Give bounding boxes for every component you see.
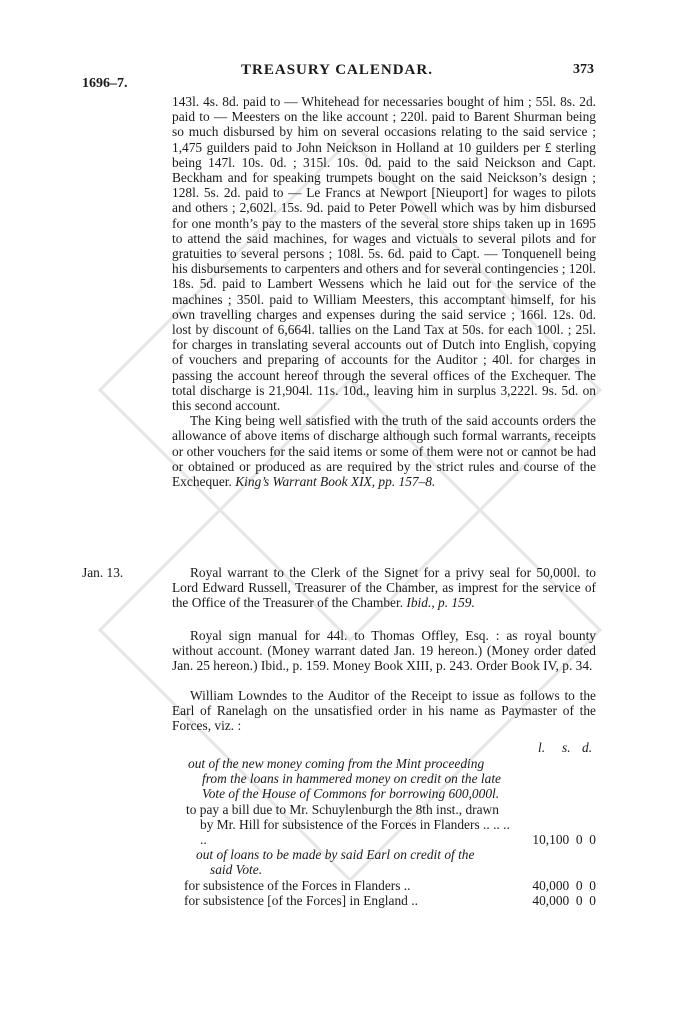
col-shillings: s.: [562, 740, 571, 755]
running-head: [0, 62, 674, 91]
page-title: TREASURY CALENDAR.: [241, 62, 433, 78]
year-label: 1696–7.: [82, 76, 128, 91]
table-row: [172, 893, 596, 908]
col-pence: d.: [582, 740, 593, 755]
condition-row: [172, 756, 596, 802]
condition-text: out of the new money coming from the Mint proceeding from the loans in hammered money on credit on the late Vote of the House of Commons for borrowing 600,000l.: [188, 756, 501, 802]
king-reference: King’s Warrant Book XIX, pp. 157–8.: [235, 474, 436, 490]
king-paragraph: [172, 413, 596, 489]
entry-lowndes: [172, 688, 596, 734]
table-row: [172, 878, 596, 893]
king-paragraph-text: The King being well satisfied with the truth of the said accounts orders the allowance of above items of discharge although such formal warrants, receipts or other vouchers for the said items or some of them were not or cannot be had or obtained or produced as are required by the strict rules and course of the Exchequer.: [172, 413, 596, 490]
entry-sign-manual: [172, 628, 596, 674]
condition-text: out of loans to be made by said Earl on credit of the said Vote.: [196, 847, 475, 878]
condition-row: [172, 847, 596, 877]
entry-date: Jan. 13.: [82, 565, 124, 580]
row-description: for subsistence [of the Forces] in England: [184, 892, 408, 908]
row-description: to pay a bill due to Mr. Schuylenburgh the 8th inst., drawn by Mr. Hill for subsistence of the Forces in Flanders: [186, 801, 499, 832]
table-row: [172, 802, 596, 848]
row-leader-dots: ..: [407, 892, 418, 908]
row-leader-dots: .. .. .. ..: [200, 816, 510, 848]
row-description: for subsistence of the Forces in Flanders: [184, 877, 401, 893]
entry-warrant-text: Royal warrant to the Clerk of the Signet for a privy seal for 50,000l. to Lord Edward Russell, Treasurer of the Chamber, as imprest for the service of the Office of the Treasurer of the Chamber.: [172, 565, 596, 611]
row-value: 40,000 0 0: [532, 877, 596, 893]
amounts-table: [172, 740, 596, 908]
entry-warrant-ref: Ibid., p. 159.: [406, 595, 475, 611]
row-value: 40,000 0 0: [532, 892, 596, 908]
entry-lowndes-text: William Lowndes to the Auditor of the Receipt to issue as follows to the Earl of Ranelagh on the unsatisfied order in his name as Paymaster of the Forces, viz. :: [172, 688, 596, 734]
continuation-block: [172, 94, 596, 489]
row-value: 10,100 0 0: [532, 832, 596, 848]
col-pounds: l.: [538, 740, 546, 755]
page-number: 373: [573, 62, 594, 77]
entry-sign-manual-text: Royal sign manual for 44l. to Thomas Offley, Esq. : as royal bounty without account. (Money warrant dated Jan. 19 hereon.) (Money order dated Jan. 25 hereon.) Ibid., p. 159. Money Book XIII, p. 243. Order Book IV, p. 34.: [172, 628, 596, 674]
continuation-paragraph: 143l. 4s. 8d. paid to — Whitehead for necessaries bought of him ; 55l. 8s. 2d. paid to — Meesters on the like account ; 220l. paid to Barent Shurman being so much disbursed by him on several occasions relating to the said service ; 1,475 guilders paid to John Neickson in Holland at 10 guilders per £ sterling being 147l. 10s. 0d. ; 315l. 10s. 0d. paid to the said Neickson and Capt. Beckham and for speaking trumpets bought on the said Neickson’s design ; 128l. 5s. 2d. paid to — Le Francs at Newport [Nieuport] for wages to pilots and others ; 2,602l. 15s. 9d. paid to Peter Powell which was by him disbursed for one month’s pay to the masters of the several store ships taken up in 1695 to attend the said machines, for wages and victuals to several pilots and for gratuities to several persons ; 108l. 5s. 6d. paid to Capt. — Tonquenell being his disbursements to carpenters and others and for several contingencies ; 120l. 18s. 5d. paid to Lambert Wessens which he laid out for the service of the machines ; 350l. paid to William Meesters, this accomptant himself, for his own travelling charges and expenses during the said service ; 166l. 12s. 0d. lost by discount of 6,664l. tallies on the Land Tax at 50s. for each 100l. ; 25l. for charges in translating several accounts out of Dutch into English, copying of vouchers and preparing of accounts for the Auditor ; 40l. for charges in passing the account hereof through the several offices of the Exchequer. The total discharge is 21,904l. 11s. 10d., leaving him in surplus 3,222l. 9s. 5d. on this second account.: [172, 94, 596, 414]
row-leader-dots: ..: [400, 877, 411, 893]
entry-warrant: [172, 565, 596, 611]
currency-header: [172, 740, 596, 756]
